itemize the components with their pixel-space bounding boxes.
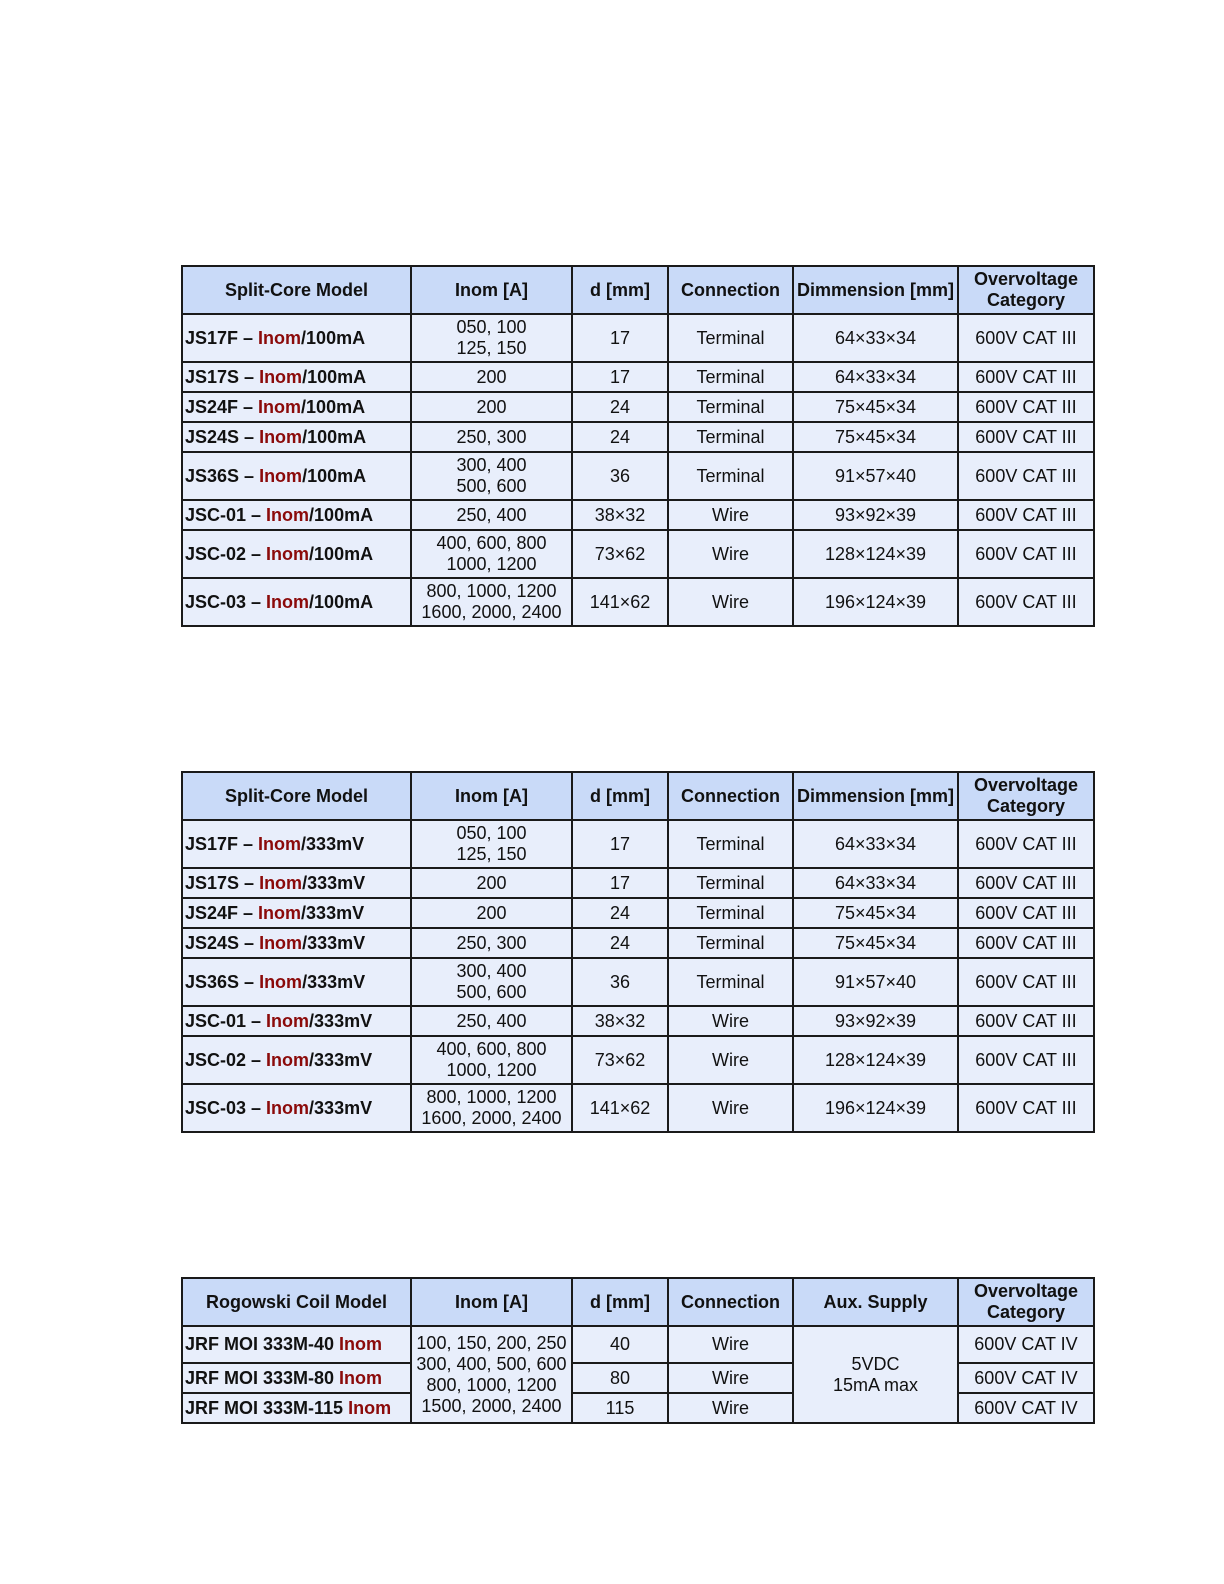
inom-line: 250, 400 bbox=[456, 1010, 527, 1031]
header-inom: Inom [A] bbox=[411, 772, 572, 820]
dimension-cell: 75×45×34 bbox=[793, 392, 958, 422]
model-output-suffix: /333mV bbox=[301, 902, 365, 923]
overvoltage-cell: 600V CAT III bbox=[958, 422, 1094, 452]
model-cell bbox=[182, 1363, 411, 1393]
dimension-cell: 128×124×39 bbox=[793, 530, 958, 578]
inom-line: 300, 400, 500, 600 bbox=[416, 1353, 567, 1374]
inom-line: 300, 400 bbox=[456, 455, 527, 475]
table-row bbox=[182, 868, 1094, 898]
model-cell bbox=[182, 1006, 411, 1036]
model-output-suffix: /100mA bbox=[301, 396, 366, 417]
inom-cell bbox=[411, 958, 572, 1006]
table-row bbox=[182, 1363, 1094, 1393]
connection-cell: Wire bbox=[668, 1006, 793, 1036]
inom-line: 1600, 2000, 2400 bbox=[421, 602, 562, 622]
diameter-cell: 115 bbox=[572, 1393, 668, 1423]
model-output-suffix: /100mA bbox=[302, 366, 367, 387]
overvoltage-cell: 600V CAT III bbox=[958, 362, 1094, 392]
inom-variable: Inom bbox=[266, 1097, 310, 1118]
model-output-suffix: /333mV bbox=[302, 872, 366, 893]
header-connection: Connection bbox=[668, 772, 793, 820]
model-cell bbox=[182, 578, 411, 626]
table-row bbox=[182, 1326, 1094, 1363]
header-model: Split-Core Model bbox=[182, 772, 411, 820]
diameter-cell: 24 bbox=[572, 392, 668, 422]
dimension-cell: 93×92×39 bbox=[793, 1006, 958, 1036]
inom-cell bbox=[411, 500, 572, 530]
inom-cell bbox=[411, 928, 572, 958]
diameter-cell: 38×32 bbox=[572, 500, 668, 530]
diameter-cell: 24 bbox=[572, 928, 668, 958]
inom-variable: Inom bbox=[258, 327, 302, 348]
connection-cell: Terminal bbox=[668, 422, 793, 452]
model-output-suffix: /100mA bbox=[309, 543, 374, 564]
dimension-cell: 91×57×40 bbox=[793, 452, 958, 500]
dimension-cell: 93×92×39 bbox=[793, 500, 958, 530]
inom-line: 250, 400 bbox=[456, 504, 527, 525]
model-name: JSC-02 – bbox=[185, 543, 267, 564]
inom-variable: Inom bbox=[266, 504, 310, 525]
diameter-cell: 24 bbox=[572, 422, 668, 452]
overvoltage-cell: 600V CAT IV bbox=[958, 1326, 1094, 1363]
model-output-suffix: /100mA bbox=[302, 426, 367, 447]
model-cell bbox=[182, 898, 411, 928]
overvoltage-cell: 600V CAT III bbox=[958, 1006, 1094, 1036]
inom-cell bbox=[411, 422, 572, 452]
inom-variable: Inom bbox=[266, 591, 310, 612]
diameter-cell: 17 bbox=[572, 820, 668, 868]
inom-cell bbox=[411, 392, 572, 422]
diameter-cell: 38×32 bbox=[572, 1006, 668, 1036]
dimension-cell: 75×45×34 bbox=[793, 898, 958, 928]
overvoltage-cell: 600V CAT III bbox=[958, 868, 1094, 898]
connection-cell: Terminal bbox=[668, 392, 793, 422]
inom-line: 800, 1000, 1200 bbox=[426, 581, 557, 601]
model-output-suffix: /100mA bbox=[309, 591, 374, 612]
model-name: JSC-03 – bbox=[185, 591, 267, 612]
inom-cell bbox=[411, 578, 572, 626]
inom-cell bbox=[411, 898, 572, 928]
table-row bbox=[182, 1393, 1094, 1423]
connection-cell: Wire bbox=[668, 500, 793, 530]
inom-variable: Inom bbox=[259, 426, 303, 447]
diameter-cell: 73×62 bbox=[572, 530, 668, 578]
model-name: JSC-02 – bbox=[185, 1049, 267, 1070]
overvoltage-cell: 600V CAT III bbox=[958, 928, 1094, 958]
inom-variable: Inom bbox=[258, 902, 302, 923]
diameter-cell: 17 bbox=[572, 868, 668, 898]
inom-variable: Inom bbox=[258, 833, 302, 854]
overvoltage-cell: 600V CAT III bbox=[958, 500, 1094, 530]
inom-variable: Inom bbox=[266, 1010, 310, 1031]
inom-line: 100, 150, 200, 250 bbox=[416, 1332, 567, 1353]
inom-line: 400, 600, 800 bbox=[436, 533, 547, 553]
dimension-cell: 75×45×34 bbox=[793, 422, 958, 452]
model-name: JS36S – bbox=[185, 465, 260, 486]
connection-cell: Terminal bbox=[668, 362, 793, 392]
table-header-row bbox=[182, 266, 1094, 314]
header-d: d [mm] bbox=[572, 772, 668, 820]
diameter-cell: 141×62 bbox=[572, 578, 668, 626]
inom-shared-cell bbox=[411, 1326, 572, 1423]
model-name: JSC-01 – bbox=[185, 504, 267, 525]
model-name: JS24S – bbox=[185, 426, 260, 447]
model-cell bbox=[182, 1036, 411, 1084]
connection-cell: Wire bbox=[668, 578, 793, 626]
inom-variable: Inom bbox=[259, 932, 303, 953]
table-row bbox=[182, 1084, 1094, 1132]
split-core-333mV-table bbox=[181, 771, 1095, 1133]
overvoltage-cell: 600V CAT IV bbox=[958, 1363, 1094, 1393]
table-row bbox=[182, 362, 1094, 392]
header-overvoltage: Overvoltage Category bbox=[958, 1278, 1094, 1326]
inom-variable: Inom bbox=[259, 872, 303, 893]
dimension-cell: 128×124×39 bbox=[793, 1036, 958, 1084]
header-aux-supply: Aux. Supply bbox=[793, 1278, 958, 1326]
model-cell bbox=[182, 314, 411, 362]
model-output-suffix: /333mV bbox=[309, 1010, 373, 1031]
overvoltage-cell: 600V CAT III bbox=[958, 1084, 1094, 1132]
overvoltage-cell: 600V CAT III bbox=[958, 820, 1094, 868]
model-output-suffix: /333mV bbox=[301, 833, 365, 854]
connection-cell: Wire bbox=[668, 1084, 793, 1132]
inom-line: 200 bbox=[476, 396, 507, 417]
table-row bbox=[182, 928, 1094, 958]
overvoltage-cell: 600V CAT III bbox=[958, 452, 1094, 500]
model-output-suffix: /333mV bbox=[309, 1097, 373, 1118]
header-connection: Connection bbox=[668, 1278, 793, 1326]
dimension-cell: 64×33×34 bbox=[793, 868, 958, 898]
model-output-suffix: /100mA bbox=[302, 465, 367, 486]
header-inom: Inom [A] bbox=[411, 1278, 572, 1326]
table-row bbox=[182, 578, 1094, 626]
model-name: JRF MOI 333M-80 bbox=[185, 1367, 340, 1388]
diameter-cell: 17 bbox=[572, 314, 668, 362]
rogowski-coil-table bbox=[181, 1277, 1095, 1424]
diameter-cell: 24 bbox=[572, 898, 668, 928]
inom-cell bbox=[411, 1006, 572, 1036]
model-name: JS17S – bbox=[185, 872, 260, 893]
inom-line: 400, 600, 800 bbox=[436, 1039, 547, 1059]
inom-line: 1600, 2000, 2400 bbox=[421, 1108, 562, 1128]
model-name: JS24F – bbox=[185, 902, 259, 923]
model-cell bbox=[182, 530, 411, 578]
header-overvoltage: Overvoltage Category bbox=[958, 772, 1094, 820]
connection-cell: Terminal bbox=[668, 868, 793, 898]
model-cell bbox=[182, 958, 411, 1006]
inom-cell bbox=[411, 868, 572, 898]
inom-cell bbox=[411, 452, 572, 500]
model-cell bbox=[182, 820, 411, 868]
model-name: JSC-03 – bbox=[185, 1097, 267, 1118]
model-name: JSC-01 – bbox=[185, 1010, 267, 1031]
dimension-cell: 75×45×34 bbox=[793, 928, 958, 958]
model-name: JS36S – bbox=[185, 971, 260, 992]
table-row bbox=[182, 1036, 1094, 1084]
table-row bbox=[182, 1006, 1094, 1036]
diameter-cell: 17 bbox=[572, 362, 668, 392]
inom-cell bbox=[411, 362, 572, 392]
model-cell bbox=[182, 928, 411, 958]
inom-line: 800, 1000, 1200 bbox=[426, 1087, 557, 1107]
connection-cell: Terminal bbox=[668, 928, 793, 958]
model-cell bbox=[182, 392, 411, 422]
connection-cell: Wire bbox=[668, 1363, 793, 1393]
header-model: Split-Core Model bbox=[182, 266, 411, 314]
model-cell bbox=[182, 1393, 411, 1423]
inom-line: 200 bbox=[476, 902, 507, 923]
connection-cell: Wire bbox=[668, 1393, 793, 1423]
connection-cell: Terminal bbox=[668, 820, 793, 868]
inom-line: 1500, 2000, 2400 bbox=[421, 1395, 562, 1416]
table-row bbox=[182, 452, 1094, 500]
inom-variable: Inom bbox=[339, 1367, 383, 1388]
table-row bbox=[182, 530, 1094, 578]
header-d: d [mm] bbox=[572, 266, 668, 314]
model-name: JS17F – bbox=[185, 327, 259, 348]
inom-line: 300, 400 bbox=[456, 961, 527, 981]
connection-cell: Terminal bbox=[668, 314, 793, 362]
table-row bbox=[182, 898, 1094, 928]
inom-line: 200 bbox=[476, 366, 507, 387]
diameter-cell: 80 bbox=[572, 1363, 668, 1393]
inom-variable: Inom bbox=[259, 971, 303, 992]
overvoltage-cell: 600V CAT III bbox=[958, 1036, 1094, 1084]
model-cell bbox=[182, 1084, 411, 1132]
table-row bbox=[182, 820, 1094, 868]
model-output-suffix: /100mA bbox=[301, 327, 366, 348]
model-cell bbox=[182, 868, 411, 898]
inom-line: 800, 1000, 1200 bbox=[426, 1374, 557, 1395]
header-connection: Connection bbox=[668, 266, 793, 314]
diameter-cell: 73×62 bbox=[572, 1036, 668, 1084]
inom-variable: Inom bbox=[266, 543, 310, 564]
dimension-cell: 64×33×34 bbox=[793, 314, 958, 362]
dimension-cell: 196×124×39 bbox=[793, 578, 958, 626]
connection-cell: Terminal bbox=[668, 898, 793, 928]
table-row bbox=[182, 422, 1094, 452]
model-output-suffix: /333mV bbox=[302, 932, 366, 953]
model-name: JS17S – bbox=[185, 366, 260, 387]
model-name: JRF MOI 333M-115 bbox=[185, 1397, 349, 1418]
connection-cell: Wire bbox=[668, 1036, 793, 1084]
model-cell bbox=[182, 452, 411, 500]
inom-cell bbox=[411, 1084, 572, 1132]
inom-variable: Inom bbox=[258, 396, 302, 417]
header-dimension: Dimmension [mm] bbox=[793, 266, 958, 314]
diameter-cell: 36 bbox=[572, 958, 668, 1006]
model-name: JS17F – bbox=[185, 833, 259, 854]
connection-cell: Wire bbox=[668, 530, 793, 578]
inom-line: 250, 300 bbox=[456, 932, 527, 953]
model-output-suffix: /333mV bbox=[302, 971, 366, 992]
inom-line: 125, 150 bbox=[456, 844, 527, 864]
inom-line: 050, 100 bbox=[456, 317, 527, 337]
model-name: JS24F – bbox=[185, 396, 259, 417]
overvoltage-cell: 600V CAT III bbox=[958, 392, 1094, 422]
model-cell bbox=[182, 422, 411, 452]
inom-variable: Inom bbox=[259, 366, 303, 387]
table-row bbox=[182, 392, 1094, 422]
diameter-cell: 40 bbox=[572, 1326, 668, 1363]
aux-line: 5VDC bbox=[851, 1353, 900, 1374]
model-output-suffix: /100mA bbox=[309, 504, 374, 525]
inom-cell bbox=[411, 314, 572, 362]
dimension-cell: 64×33×34 bbox=[793, 820, 958, 868]
inom-line: 1000, 1200 bbox=[446, 1060, 537, 1080]
split-core-100mA-table bbox=[181, 265, 1095, 627]
inom-line: 500, 600 bbox=[456, 476, 527, 496]
table-header-row bbox=[182, 1278, 1094, 1326]
dimension-cell: 64×33×34 bbox=[793, 362, 958, 392]
inom-variable: Inom bbox=[266, 1049, 310, 1070]
model-cell bbox=[182, 500, 411, 530]
inom-line: 050, 100 bbox=[456, 823, 527, 843]
inom-line: 125, 150 bbox=[456, 338, 527, 358]
table-row bbox=[182, 958, 1094, 1006]
dimension-cell: 91×57×40 bbox=[793, 958, 958, 1006]
overvoltage-cell: 600V CAT III bbox=[958, 314, 1094, 362]
diameter-cell: 36 bbox=[572, 452, 668, 500]
header-overvoltage: Overvoltage Category bbox=[958, 266, 1094, 314]
table-row bbox=[182, 500, 1094, 530]
header-dimension: Dimmension [mm] bbox=[793, 772, 958, 820]
inom-line: 500, 600 bbox=[456, 982, 527, 1002]
inom-cell bbox=[411, 820, 572, 868]
connection-cell: Terminal bbox=[668, 958, 793, 1006]
inom-line: 250, 300 bbox=[456, 426, 527, 447]
model-name: JS24S – bbox=[185, 932, 260, 953]
overvoltage-cell: 600V CAT III bbox=[958, 898, 1094, 928]
overvoltage-cell: 600V CAT IV bbox=[958, 1393, 1094, 1423]
aux-supply-cell bbox=[793, 1326, 958, 1423]
connection-cell: Terminal bbox=[668, 452, 793, 500]
table-header-row bbox=[182, 772, 1094, 820]
diameter-cell: 141×62 bbox=[572, 1084, 668, 1132]
model-name: JRF MOI 333M-40 bbox=[185, 1334, 340, 1354]
inom-variable: Inom bbox=[348, 1397, 392, 1418]
model-output-suffix: /333mV bbox=[309, 1049, 373, 1070]
inom-line: 200 bbox=[476, 872, 507, 893]
model-cell bbox=[182, 1326, 411, 1363]
inom-cell bbox=[411, 1036, 572, 1084]
table-row bbox=[182, 314, 1094, 362]
connection-cell: Wire bbox=[668, 1326, 793, 1363]
overvoltage-cell: 600V CAT III bbox=[958, 530, 1094, 578]
header-model: Rogowski Coil Model bbox=[182, 1278, 411, 1326]
inom-variable: Inom bbox=[339, 1334, 383, 1354]
dimension-cell: 196×124×39 bbox=[793, 1084, 958, 1132]
model-cell bbox=[182, 362, 411, 392]
header-inom: Inom [A] bbox=[411, 266, 572, 314]
inom-variable: Inom bbox=[259, 465, 303, 486]
aux-line: 15mA max bbox=[832, 1374, 919, 1395]
inom-cell bbox=[411, 530, 572, 578]
header-d: d [mm] bbox=[572, 1278, 668, 1326]
inom-line: 1000, 1200 bbox=[446, 554, 537, 574]
overvoltage-cell: 600V CAT III bbox=[958, 578, 1094, 626]
overvoltage-cell: 600V CAT III bbox=[958, 958, 1094, 1006]
